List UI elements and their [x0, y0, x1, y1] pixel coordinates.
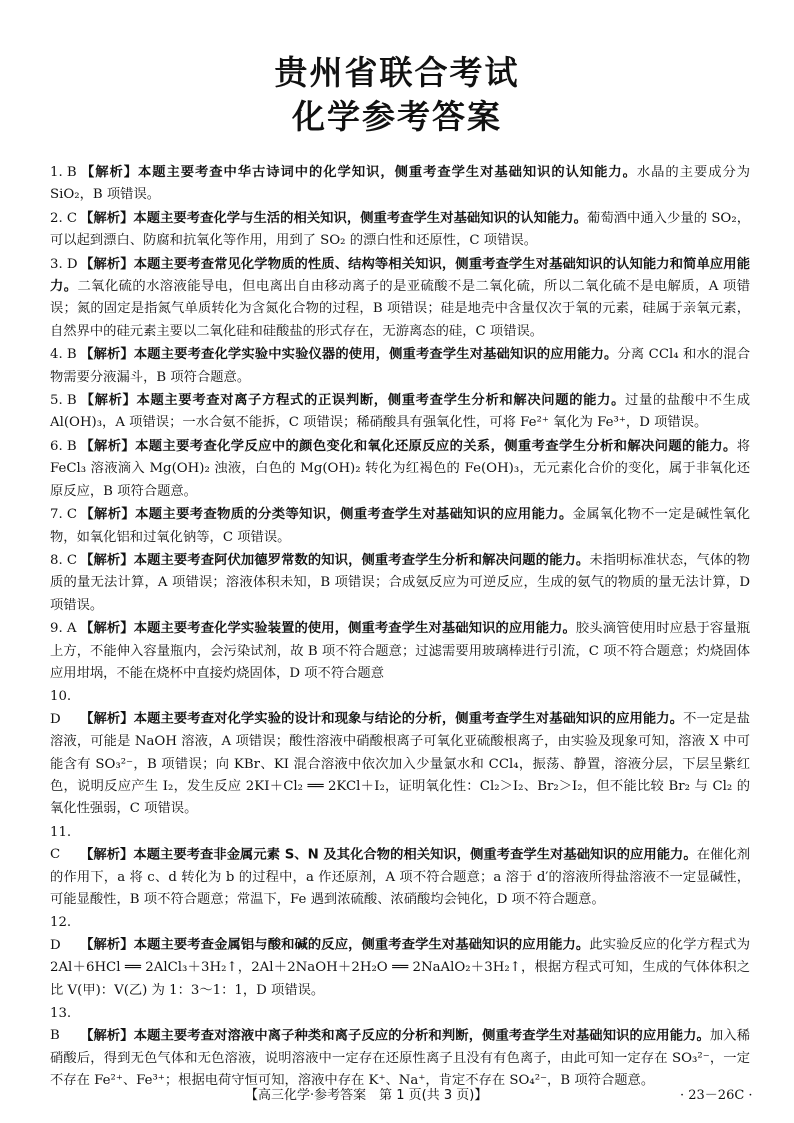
answer-number: 5. B [50, 393, 77, 409]
answer-number: 10. D [50, 689, 72, 727]
analysis-lead: 本题主要考查对溶液中离子种类和离子反应的分析和判断，侧重考查学生对基础知识的应用能力。 [133, 1028, 710, 1044]
analysis-lead: 本题主要考查中华古诗词中的化学知识，侧重考查学生对基础知识的认知能力。 [137, 165, 637, 180]
answer-item [50, 208, 750, 253]
analysis-tag: 【解析】 [80, 1028, 134, 1044]
answer-number: 9. A [50, 621, 77, 637]
answer-item [50, 504, 750, 549]
analysis-tag: 【解析】 [80, 507, 136, 523]
analysis-lead: 本题主要考查化学实验中实验仪器的使用，侧重考查学生对基础知识的应用能力。 [133, 347, 618, 363]
analysis-tag: 【解析】 [80, 937, 134, 953]
analysis-lead: 本题主要考查对离子方程式的正误判断，侧重考查学生分析和解决问题的能力。 [136, 393, 626, 409]
analysis-body: 二氧化硫的水溶液能导电，但电离出自由移动离子的是亚硫酸不是二氧化硫，所以二氧化硫不是电解质，A 项错误；氮的固定是指氮气单质转化为含氮化合物的过程，B 项错误；硅是地壳中含量仅次于氧的元素，硅属于亲氧元素，自然界中的硅元素主要以二氧化硅和硅酸盐的形式存在，无游离态的硅，C 项错误。 [50, 279, 751, 339]
document-title: 贵州省联合考试 [274, 53, 520, 92]
answer-list [50, 162, 750, 1094]
analysis-lead: 本题主要考查阿伏加德罗常数的知识，侧重考查学生分析和解决问题的能力。 [133, 552, 590, 568]
answer-item [50, 390, 750, 435]
answer-number: 11. C [50, 824, 72, 863]
answer-number: 7. C [50, 507, 78, 523]
analysis-body: 过量的盐酸中不生成 Al(OH)₃，A 项错误；一水合氨不能拆，C 项错误；稀硝酸具有强氧化性，可将 Fe²⁺ 氧化为 Fe³⁺，D 项错误。 [50, 393, 751, 431]
analysis-body: 金属氧化物不一定是碱性氧化物，如氧化铝和过氧化钠等，C 项错误。 [50, 507, 751, 545]
answer-number: 4. B [50, 347, 77, 363]
answer-number: 12. D [50, 915, 72, 953]
analysis-body: 水晶的主要成分为 SiO₂，B 项错误。 [50, 165, 751, 203]
analysis-tag: 【解析】 [80, 256, 134, 272]
analysis-tag: 【解析】 [80, 552, 134, 568]
footer-page-info: 【高三化学·参考答案 第 1 页(共 3 页)】 [245, 1088, 488, 1103]
answer-number: 2. C [50, 210, 78, 226]
analysis-tag: 【解析】 [80, 210, 134, 226]
footer-exam-code: · 23－26C · [680, 1088, 753, 1103]
analysis-lead: 本题主要考查化学与生活的相关知识，侧重考查学生对基础知识的认知能力。 [133, 210, 587, 226]
analysis-lead: 本题主要考查物质的分类等知识，侧重考查学生对基础知识的应用能力。 [135, 507, 573, 523]
answer-item [50, 162, 750, 207]
analysis-body: 胶头滴管使用时应悬于容量瓶上方，不能伸入容量瓶内，会污染试剂，故 B 项不符合题意；过滤需要用玻璃棒进行引流，C 项不符合题意；灼烧固体应用坩埚，不能在烧杯中直接灼烧固体，D 项不符合题意 [50, 621, 751, 681]
analysis-tag: 【解析】 [80, 165, 138, 180]
analysis-tag: 【解析】 [80, 347, 134, 363]
analysis-body: 不一定是盐溶液，可能是 NaOH 溶液，A 项错误；酸性溶液中硝酸根离子可氧化亚硫酸根离子，由实验及现象可知，溶液 X 中可能含有 SO₃²⁻，B 项错误；向 KBr、KI 混合溶液中依次加入少量氯水和 CCl₄，振荡、静置，溶液分层，下层呈紫红色，说明反应产生 I₂，发生反应 2KI＋Cl₂ ══ 2KCl＋I₂，证明氧化性：Cl₂＞I₂、Br₂＞I₂，但不能比较 Br₂ 与 Cl₂ 的氧化性强弱，C 项错误。 [50, 711, 751, 817]
answer-item [50, 912, 750, 1002]
analysis-tag: 【解析】 [80, 393, 137, 409]
answer-number: 1. B [50, 165, 77, 180]
analysis-lead: 本题主要考查常见化学物质的性质、结构等相关知识，侧重考查学生对基础知识的认知能力和简单应用能力。 [50, 256, 750, 295]
analysis-body: 在催化剂的作用下，a 将 c、d 转化为 b 的过程中，a 作还原剂，A 项不符合题意；a 溶于 d′的溶液所得盐溶液不一定显碱性，可能显酸性，B 项不符合题意；常温下，Fe 遇到浓硫酸、浓硝酸均会钝化，D 项不符合题意。 [50, 847, 751, 907]
document-subtitle: 化学参考答案 [292, 97, 502, 136]
analysis-tag: 【解析】 [80, 847, 134, 863]
analysis-lead: 本题主要考查化学反应中的颜色变化和氧化还原反应的关系，侧重考查学生分析和解决问题的能力。 [135, 438, 737, 454]
answer-item [50, 254, 750, 344]
answer-number: 8. C [50, 552, 78, 568]
answer-number: 13. B [50, 1006, 72, 1044]
analysis-body: 分离 CCl₄ 和水的混合物需要分液漏斗，B 项符合题意。 [50, 347, 751, 385]
analysis-tag: 【解析】 [80, 711, 134, 727]
analysis-tag: 【解析】 [80, 621, 134, 637]
answer-number: 6. B [50, 438, 77, 454]
answer-item [50, 618, 750, 685]
analysis-body: 加入稀硝酸后，得到无色气体和无色溶液，说明溶液中一定存在还原性离子且没有有色离子，由此可知一定存在 SO₃²⁻，一定不存在 Fe²⁺、Fe³⁺；根据电荷守恒可知，溶液中存在 K⁺、Na⁺，肯定不存在 SO₄²⁻，B 项符合题意。 [50, 1028, 751, 1089]
answer-item [50, 1003, 750, 1093]
analysis-body: 此实验反应的化学方程式为 2Al＋6HCl ══ 2AlCl₃＋3H₂↑，2Al＋2NaOH＋2H₂O ══ 2NaAlO₂＋3H₂↑，根据方程式可知，生成的气体体积之比 V(甲)：V(乙) 为 1：3～1：1，D 项错误。 [50, 937, 751, 998]
answer-item [50, 344, 750, 389]
answer-item [50, 686, 750, 820]
analysis-lead: 本题主要考查化学实验装置的使用，侧重考查学生对基础知识的应用能力。 [133, 621, 576, 637]
analysis-body: 葡萄酒中通入少量的 SO₂，可以起到漂白、防腐和抗氧化等作用，用到了 SO₂ 的漂白性和还原性，C 项错误。 [50, 210, 750, 249]
analysis-tag: 【解析】 [80, 438, 136, 454]
analysis-body: 未指明标准状态，气体的物质的量无法计算，A 项错误；溶液体积未知，B 项错误；合成氨反应为可逆反应，生成的氨气的物质的量无法计算，D 项错误。 [50, 552, 751, 613]
answer-number: 3. D [50, 256, 78, 272]
answer-item [50, 436, 750, 503]
analysis-lead: 本题主要考查金属铝与酸和碱的反应，侧重考查学生对基础知识的应用能力。 [133, 937, 590, 953]
answer-item [50, 822, 750, 912]
analysis-lead: 本题主要考查对化学实验的设计和现象与结论的分析，侧重考查学生对基础知识的应用能力。 [133, 711, 684, 727]
answer-item [50, 550, 750, 617]
analysis-lead: 本题主要考查非金属元素 S、N 及其化合物的相关知识，侧重考查学生对基础知识的应用能力。 [133, 847, 697, 863]
analysis-body: 将 FeCl₃ 溶液滴入 Mg(OH)₂ 浊液，白色的 Mg(OH)₂ 转化为红褐色的 Fe(OH)₃，无元素化合价的变化，属于非氧化还原反应，B 项符合题意。 [50, 438, 751, 499]
